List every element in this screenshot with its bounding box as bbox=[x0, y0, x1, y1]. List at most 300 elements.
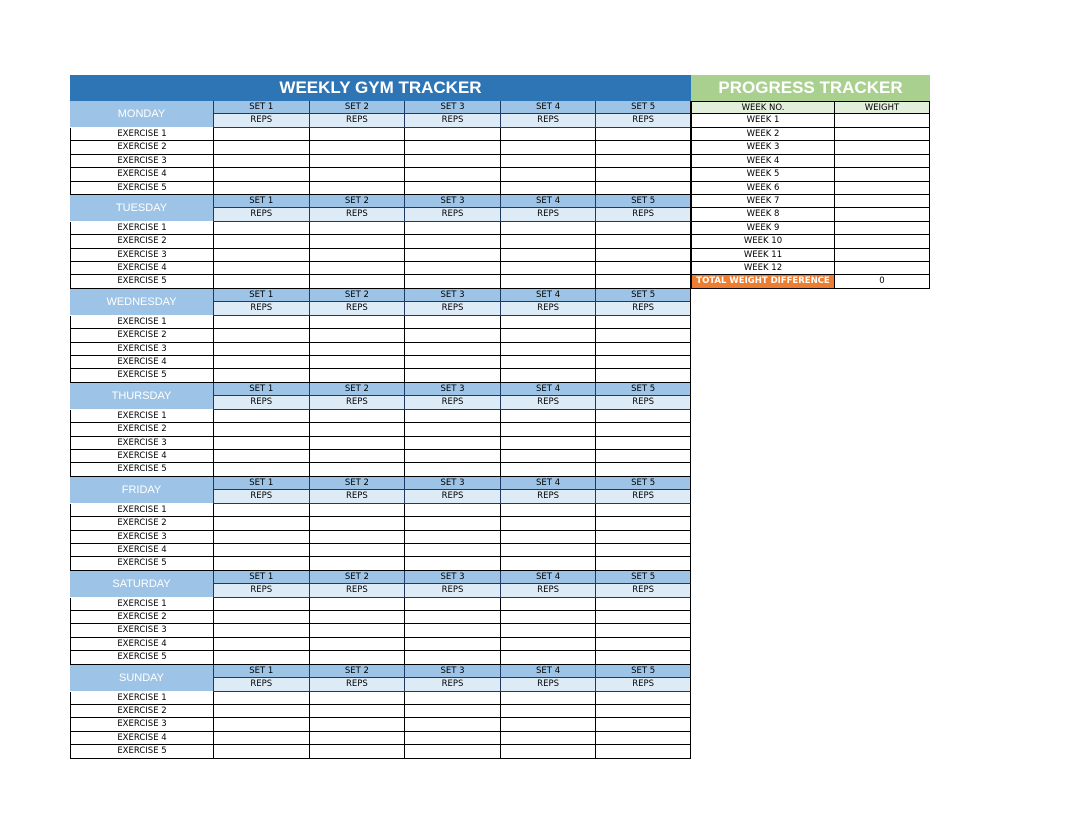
reps-entry-cell[interactable] bbox=[595, 369, 691, 382]
reps-entry-cell[interactable] bbox=[404, 732, 500, 745]
week-label: WEEK 6 bbox=[691, 182, 834, 195]
set-header: SET 3 bbox=[404, 101, 500, 114]
exercise-label: EXERCISE 1 bbox=[70, 410, 213, 423]
week-label: WEEK 3 bbox=[691, 141, 834, 154]
reps-entry-cell[interactable] bbox=[595, 598, 691, 611]
reps-entry-cell[interactable] bbox=[309, 732, 405, 745]
reps-entry-cell[interactable] bbox=[500, 141, 596, 154]
reps-entry-cell[interactable] bbox=[404, 235, 500, 248]
reps-entry-cell[interactable] bbox=[213, 182, 309, 195]
reps-entry-cell[interactable] bbox=[309, 517, 405, 530]
reps-entry-cell[interactable] bbox=[404, 141, 500, 154]
reps-entry-cell[interactable] bbox=[309, 544, 405, 557]
exercise-label: EXERCISE 5 bbox=[70, 275, 213, 288]
reps-entry-cell[interactable] bbox=[500, 128, 596, 141]
reps-header: REPS bbox=[595, 302, 691, 315]
reps-header: REPS bbox=[595, 678, 691, 691]
reps-header: REPS bbox=[404, 302, 500, 315]
reps-entry-cell[interactable] bbox=[404, 557, 500, 570]
reps-entry-cell[interactable] bbox=[213, 651, 309, 664]
set-header: SET 5 bbox=[595, 195, 691, 208]
week-label: WEEK 8 bbox=[691, 208, 834, 221]
reps-header: REPS bbox=[309, 396, 405, 409]
reps-header: REPS bbox=[213, 208, 309, 221]
set-header: SET 5 bbox=[595, 571, 691, 584]
set-header: SET 5 bbox=[595, 665, 691, 678]
set-header: SET 5 bbox=[595, 101, 691, 114]
set-header: SET 5 bbox=[595, 477, 691, 490]
week-label: WEEK 10 bbox=[691, 235, 834, 248]
reps-entry-cell[interactable] bbox=[500, 718, 596, 731]
total-weight-difference-value: 0 bbox=[834, 275, 930, 288]
reps-entry-cell[interactable] bbox=[500, 531, 596, 544]
reps-entry-cell[interactable] bbox=[309, 463, 405, 476]
reps-entry-cell[interactable] bbox=[213, 531, 309, 544]
reps-entry-cell[interactable] bbox=[500, 450, 596, 463]
set-header: SET 3 bbox=[404, 383, 500, 396]
reps-entry-cell[interactable] bbox=[595, 356, 691, 369]
reps-entry-cell[interactable] bbox=[213, 316, 309, 329]
reps-entry-cell[interactable] bbox=[404, 343, 500, 356]
reps-entry-cell[interactable] bbox=[309, 141, 405, 154]
reps-entry-cell[interactable] bbox=[404, 423, 500, 436]
reps-entry-cell[interactable] bbox=[309, 557, 405, 570]
exercise-label: EXERCISE 2 bbox=[70, 517, 213, 530]
reps-entry-cell[interactable] bbox=[213, 369, 309, 382]
set-header: SET 4 bbox=[500, 665, 596, 678]
reps-entry-cell[interactable] bbox=[309, 249, 405, 262]
reps-entry-cell[interactable] bbox=[309, 343, 405, 356]
reps-entry-cell[interactable] bbox=[404, 275, 500, 288]
exercise-label: EXERCISE 5 bbox=[70, 557, 213, 570]
reps-entry-cell[interactable] bbox=[213, 611, 309, 624]
exercise-label: EXERCISE 2 bbox=[70, 423, 213, 436]
reps-entry-cell[interactable] bbox=[309, 611, 405, 624]
set-header: SET 2 bbox=[309, 383, 405, 396]
week-label: WEEK 2 bbox=[691, 128, 834, 141]
week-label: WEEK 9 bbox=[691, 222, 834, 235]
reps-entry-cell[interactable] bbox=[309, 262, 405, 275]
reps-entry-cell[interactable] bbox=[595, 705, 691, 718]
reps-entry-cell[interactable] bbox=[595, 423, 691, 436]
reps-entry-cell[interactable] bbox=[213, 745, 309, 758]
reps-header: REPS bbox=[500, 490, 596, 503]
reps-entry-cell[interactable] bbox=[500, 329, 596, 342]
exercise-label: EXERCISE 5 bbox=[70, 182, 213, 195]
exercise-label: EXERCISE 3 bbox=[70, 343, 213, 356]
reps-entry-cell[interactable] bbox=[595, 517, 691, 530]
reps-entry-cell[interactable] bbox=[404, 262, 500, 275]
reps-entry-cell[interactable] bbox=[595, 410, 691, 423]
reps-entry-cell[interactable] bbox=[595, 275, 691, 288]
set-header: SET 1 bbox=[213, 383, 309, 396]
reps-entry-cell[interactable] bbox=[500, 437, 596, 450]
reps-entry-cell[interactable] bbox=[213, 638, 309, 651]
reps-header: REPS bbox=[213, 302, 309, 315]
reps-entry-cell[interactable] bbox=[500, 692, 596, 705]
reps-entry-cell[interactable] bbox=[500, 316, 596, 329]
reps-entry-cell[interactable] bbox=[500, 504, 596, 517]
reps-entry-cell[interactable] bbox=[500, 624, 596, 637]
reps-entry-cell[interactable] bbox=[404, 329, 500, 342]
reps-entry-cell[interactable] bbox=[213, 504, 309, 517]
reps-entry-cell[interactable] bbox=[213, 598, 309, 611]
reps-entry-cell[interactable] bbox=[595, 638, 691, 651]
reps-entry-cell[interactable] bbox=[595, 624, 691, 637]
reps-entry-cell[interactable] bbox=[213, 557, 309, 570]
weekly-gym-tracker bbox=[70, 75, 691, 759]
reps-header: REPS bbox=[404, 208, 500, 221]
reps-entry-cell[interactable] bbox=[404, 611, 500, 624]
day-block-monday bbox=[70, 101, 691, 195]
reps-entry-cell[interactable] bbox=[309, 235, 405, 248]
reps-entry-cell[interactable] bbox=[213, 463, 309, 476]
reps-entry-cell[interactable] bbox=[404, 249, 500, 262]
reps-entry-cell[interactable] bbox=[500, 222, 596, 235]
reps-entry-cell[interactable] bbox=[595, 504, 691, 517]
week-label: WEEK 1 bbox=[691, 114, 834, 127]
reps-header: REPS bbox=[500, 584, 596, 597]
reps-entry-cell[interactable] bbox=[309, 329, 405, 342]
reps-entry-cell[interactable] bbox=[500, 557, 596, 570]
weekly-tracker-title: WEEKLY GYM TRACKER bbox=[70, 75, 691, 101]
reps-entry-cell[interactable] bbox=[309, 692, 405, 705]
exercise-label: EXERCISE 1 bbox=[70, 128, 213, 141]
reps-entry-cell[interactable] bbox=[500, 369, 596, 382]
reps-entry-cell[interactable] bbox=[213, 692, 309, 705]
day-name: TUESDAY bbox=[70, 195, 213, 222]
reps-header: REPS bbox=[404, 678, 500, 691]
reps-entry-cell[interactable] bbox=[500, 732, 596, 745]
day-name: FRIDAY bbox=[70, 477, 213, 504]
reps-entry-cell[interactable] bbox=[213, 329, 309, 342]
set-header: SET 1 bbox=[213, 665, 309, 678]
reps-entry-cell[interactable] bbox=[404, 316, 500, 329]
reps-entry-cell[interactable] bbox=[500, 410, 596, 423]
reps-entry-cell[interactable] bbox=[500, 705, 596, 718]
reps-entry-cell[interactable] bbox=[595, 128, 691, 141]
reps-entry-cell[interactable] bbox=[500, 745, 596, 758]
reps-header: REPS bbox=[595, 114, 691, 127]
reps-entry-cell[interactable] bbox=[500, 155, 596, 168]
reps-header: REPS bbox=[213, 396, 309, 409]
exercise-label: EXERCISE 3 bbox=[70, 624, 213, 637]
day-block-sunday bbox=[70, 665, 691, 759]
reps-entry-cell[interactable] bbox=[404, 504, 500, 517]
reps-entry-cell[interactable] bbox=[213, 423, 309, 436]
day-name: THURSDAY bbox=[70, 383, 213, 410]
reps-entry-cell[interactable] bbox=[213, 718, 309, 731]
exercise-label: EXERCISE 3 bbox=[70, 155, 213, 168]
reps-entry-cell[interactable] bbox=[404, 598, 500, 611]
total-weight-difference-label: TOTAL WEIGHT DIFFERENCE bbox=[691, 275, 834, 288]
exercise-label: EXERCISE 4 bbox=[70, 732, 213, 745]
week-label: WEEK 7 bbox=[691, 195, 834, 208]
reps-entry-cell[interactable] bbox=[404, 692, 500, 705]
reps-entry-cell[interactable] bbox=[500, 423, 596, 436]
reps-entry-cell[interactable] bbox=[309, 168, 405, 181]
weight-entry-cell[interactable] bbox=[834, 114, 930, 127]
reps-header: REPS bbox=[500, 302, 596, 315]
reps-entry-cell[interactable] bbox=[404, 624, 500, 637]
reps-entry-cell[interactable] bbox=[309, 316, 405, 329]
reps-entry-cell[interactable] bbox=[595, 611, 691, 624]
week-no-header: WEEK NO. bbox=[691, 101, 834, 114]
reps-header: REPS bbox=[309, 114, 405, 127]
reps-entry-cell[interactable] bbox=[500, 275, 596, 288]
reps-entry-cell[interactable] bbox=[309, 638, 405, 651]
set-header: SET 4 bbox=[500, 477, 596, 490]
reps-entry-cell[interactable] bbox=[213, 517, 309, 530]
weekly-days bbox=[70, 101, 691, 759]
reps-entry-cell[interactable] bbox=[595, 692, 691, 705]
exercise-label: EXERCISE 2 bbox=[70, 141, 213, 154]
reps-entry-cell[interactable] bbox=[595, 544, 691, 557]
exercise-label: EXERCISE 5 bbox=[70, 369, 213, 382]
set-header: SET 4 bbox=[500, 101, 596, 114]
reps-entry-cell[interactable] bbox=[213, 544, 309, 557]
reps-entry-cell[interactable] bbox=[595, 531, 691, 544]
set-header: SET 1 bbox=[213, 477, 309, 490]
reps-entry-cell[interactable] bbox=[213, 732, 309, 745]
reps-entry-cell[interactable] bbox=[595, 557, 691, 570]
set-header: SET 4 bbox=[500, 383, 596, 396]
reps-entry-cell[interactable] bbox=[309, 182, 405, 195]
reps-entry-cell[interactable] bbox=[404, 182, 500, 195]
reps-entry-cell[interactable] bbox=[404, 356, 500, 369]
day-name: SUNDAY bbox=[70, 665, 213, 692]
reps-entry-cell[interactable] bbox=[309, 275, 405, 288]
reps-entry-cell[interactable] bbox=[309, 222, 405, 235]
reps-entry-cell[interactable] bbox=[309, 531, 405, 544]
reps-entry-cell[interactable] bbox=[309, 155, 405, 168]
weight-header: WEIGHT bbox=[834, 101, 930, 114]
reps-entry-cell[interactable] bbox=[595, 651, 691, 664]
reps-entry-cell[interactable] bbox=[213, 128, 309, 141]
reps-entry-cell[interactable] bbox=[500, 517, 596, 530]
reps-entry-cell[interactable] bbox=[309, 624, 405, 637]
exercise-label: EXERCISE 4 bbox=[70, 356, 213, 369]
reps-entry-cell[interactable] bbox=[404, 369, 500, 382]
exercise-label: EXERCISE 5 bbox=[70, 463, 213, 476]
exercise-label: EXERCISE 3 bbox=[70, 531, 213, 544]
reps-entry-cell[interactable] bbox=[595, 329, 691, 342]
reps-entry-cell[interactable] bbox=[500, 262, 596, 275]
reps-entry-cell[interactable] bbox=[309, 128, 405, 141]
reps-entry-cell[interactable] bbox=[213, 275, 309, 288]
weight-entry-cell[interactable] bbox=[834, 249, 930, 262]
weight-entry-cell[interactable] bbox=[834, 141, 930, 154]
reps-header: REPS bbox=[309, 490, 405, 503]
reps-header: REPS bbox=[500, 114, 596, 127]
weight-entry-cell[interactable] bbox=[834, 235, 930, 248]
reps-entry-cell[interactable] bbox=[404, 718, 500, 731]
reps-entry-cell[interactable] bbox=[595, 745, 691, 758]
reps-entry-cell[interactable] bbox=[213, 437, 309, 450]
set-header: SET 2 bbox=[309, 101, 405, 114]
set-header: SET 3 bbox=[404, 195, 500, 208]
reps-entry-cell[interactable] bbox=[404, 651, 500, 664]
reps-entry-cell[interactable] bbox=[500, 182, 596, 195]
reps-entry-cell[interactable] bbox=[213, 222, 309, 235]
reps-entry-cell[interactable] bbox=[595, 168, 691, 181]
reps-entry-cell[interactable] bbox=[309, 745, 405, 758]
reps-entry-cell[interactable] bbox=[404, 638, 500, 651]
exercise-label: EXERCISE 2 bbox=[70, 329, 213, 342]
reps-entry-cell[interactable] bbox=[309, 504, 405, 517]
reps-header: REPS bbox=[595, 396, 691, 409]
exercise-label: EXERCISE 5 bbox=[70, 651, 213, 664]
day-block-wednesday bbox=[70, 289, 691, 383]
reps-entry-cell[interactable] bbox=[309, 410, 405, 423]
reps-header: REPS bbox=[500, 208, 596, 221]
weight-entry-cell[interactable] bbox=[834, 182, 930, 195]
week-label: WEEK 5 bbox=[691, 168, 834, 181]
day-block-saturday bbox=[70, 571, 691, 665]
reps-header: REPS bbox=[213, 584, 309, 597]
reps-entry-cell[interactable] bbox=[404, 155, 500, 168]
reps-entry-cell[interactable] bbox=[404, 463, 500, 476]
reps-header: REPS bbox=[309, 678, 405, 691]
reps-entry-cell[interactable] bbox=[404, 450, 500, 463]
reps-entry-cell[interactable] bbox=[500, 611, 596, 624]
reps-entry-cell[interactable] bbox=[213, 262, 309, 275]
reps-entry-cell[interactable] bbox=[309, 598, 405, 611]
reps-header: REPS bbox=[213, 678, 309, 691]
reps-entry-cell[interactable] bbox=[404, 437, 500, 450]
reps-header: REPS bbox=[309, 584, 405, 597]
exercise-label: EXERCISE 2 bbox=[70, 611, 213, 624]
reps-entry-cell[interactable] bbox=[213, 343, 309, 356]
set-header: SET 3 bbox=[404, 289, 500, 302]
exercise-label: EXERCISE 3 bbox=[70, 437, 213, 450]
reps-entry-cell[interactable] bbox=[309, 705, 405, 718]
reps-header: REPS bbox=[595, 584, 691, 597]
exercise-label: EXERCISE 1 bbox=[70, 692, 213, 705]
set-header: SET 5 bbox=[595, 289, 691, 302]
reps-entry-cell[interactable] bbox=[595, 155, 691, 168]
reps-entry-cell[interactable] bbox=[213, 410, 309, 423]
reps-entry-cell[interactable] bbox=[213, 450, 309, 463]
set-header: SET 2 bbox=[309, 195, 405, 208]
week-label: WEEK 11 bbox=[691, 249, 834, 262]
reps-entry-cell[interactable] bbox=[309, 356, 405, 369]
reps-entry-cell[interactable] bbox=[213, 624, 309, 637]
reps-entry-cell[interactable] bbox=[404, 517, 500, 530]
set-header: SET 3 bbox=[404, 477, 500, 490]
reps-entry-cell[interactable] bbox=[500, 168, 596, 181]
weight-entry-cell[interactable] bbox=[834, 155, 930, 168]
reps-entry-cell[interactable] bbox=[213, 705, 309, 718]
exercise-label: EXERCISE 2 bbox=[70, 705, 213, 718]
reps-entry-cell[interactable] bbox=[595, 437, 691, 450]
weight-entry-cell[interactable] bbox=[834, 168, 930, 181]
reps-header: REPS bbox=[404, 584, 500, 597]
reps-header: REPS bbox=[500, 678, 596, 691]
reps-entry-cell[interactable] bbox=[595, 463, 691, 476]
reps-entry-cell[interactable] bbox=[213, 356, 309, 369]
weight-entry-cell[interactable] bbox=[834, 222, 930, 235]
progress-tracker bbox=[691, 75, 930, 289]
reps-entry-cell[interactable] bbox=[500, 598, 596, 611]
weight-entry-cell[interactable] bbox=[834, 128, 930, 141]
weight-entry-cell[interactable] bbox=[834, 195, 930, 208]
set-header: SET 3 bbox=[404, 665, 500, 678]
exercise-label: EXERCISE 3 bbox=[70, 718, 213, 731]
reps-entry-cell[interactable] bbox=[404, 745, 500, 758]
reps-entry-cell[interactable] bbox=[500, 356, 596, 369]
reps-entry-cell[interactable] bbox=[404, 705, 500, 718]
reps-entry-cell[interactable] bbox=[309, 450, 405, 463]
day-name: WEDNESDAY bbox=[70, 289, 213, 316]
reps-header: REPS bbox=[404, 114, 500, 127]
reps-entry-cell[interactable] bbox=[213, 168, 309, 181]
day-name: SATURDAY bbox=[70, 571, 213, 598]
reps-entry-cell[interactable] bbox=[595, 262, 691, 275]
exercise-label: EXERCISE 3 bbox=[70, 249, 213, 262]
reps-entry-cell[interactable] bbox=[213, 141, 309, 154]
reps-entry-cell[interactable] bbox=[404, 168, 500, 181]
exercise-label: EXERCISE 4 bbox=[70, 450, 213, 463]
reps-header: REPS bbox=[500, 396, 596, 409]
reps-entry-cell[interactable] bbox=[500, 638, 596, 651]
exercise-label: EXERCISE 5 bbox=[70, 745, 213, 758]
weight-entry-cell[interactable] bbox=[834, 262, 930, 275]
reps-header: REPS bbox=[309, 302, 405, 315]
reps-entry-cell[interactable] bbox=[595, 450, 691, 463]
reps-header: REPS bbox=[595, 490, 691, 503]
weight-entry-cell[interactable] bbox=[834, 208, 930, 221]
reps-entry-cell[interactable] bbox=[500, 343, 596, 356]
reps-entry-cell[interactable] bbox=[213, 155, 309, 168]
reps-header: REPS bbox=[213, 490, 309, 503]
set-header: SET 1 bbox=[213, 289, 309, 302]
reps-entry-cell[interactable] bbox=[500, 249, 596, 262]
set-header: SET 5 bbox=[595, 383, 691, 396]
set-header: SET 1 bbox=[213, 571, 309, 584]
reps-entry-cell[interactable] bbox=[595, 182, 691, 195]
reps-entry-cell[interactable] bbox=[500, 463, 596, 476]
reps-entry-cell[interactable] bbox=[309, 718, 405, 731]
reps-entry-cell[interactable] bbox=[595, 343, 691, 356]
reps-entry-cell[interactable] bbox=[309, 423, 405, 436]
reps-entry-cell[interactable] bbox=[595, 732, 691, 745]
reps-entry-cell[interactable] bbox=[500, 544, 596, 557]
reps-entry-cell[interactable] bbox=[595, 235, 691, 248]
reps-entry-cell[interactable] bbox=[595, 222, 691, 235]
reps-entry-cell[interactable] bbox=[595, 141, 691, 154]
reps-entry-cell[interactable] bbox=[404, 222, 500, 235]
reps-entry-cell[interactable] bbox=[404, 544, 500, 557]
day-block-thursday bbox=[70, 383, 691, 477]
reps-entry-cell[interactable] bbox=[213, 235, 309, 248]
reps-entry-cell[interactable] bbox=[309, 651, 405, 664]
reps-entry-cell[interactable] bbox=[309, 437, 405, 450]
reps-entry-cell[interactable] bbox=[309, 369, 405, 382]
reps-entry-cell[interactable] bbox=[595, 718, 691, 731]
reps-entry-cell[interactable] bbox=[404, 410, 500, 423]
week-label: WEEK 4 bbox=[691, 155, 834, 168]
reps-entry-cell[interactable] bbox=[404, 531, 500, 544]
reps-entry-cell[interactable] bbox=[595, 316, 691, 329]
exercise-label: EXERCISE 4 bbox=[70, 168, 213, 181]
reps-entry-cell[interactable] bbox=[500, 651, 596, 664]
reps-entry-cell[interactable] bbox=[595, 249, 691, 262]
set-header: SET 3 bbox=[404, 571, 500, 584]
reps-entry-cell[interactable] bbox=[404, 128, 500, 141]
reps-entry-cell[interactable] bbox=[213, 249, 309, 262]
reps-entry-cell[interactable] bbox=[500, 235, 596, 248]
